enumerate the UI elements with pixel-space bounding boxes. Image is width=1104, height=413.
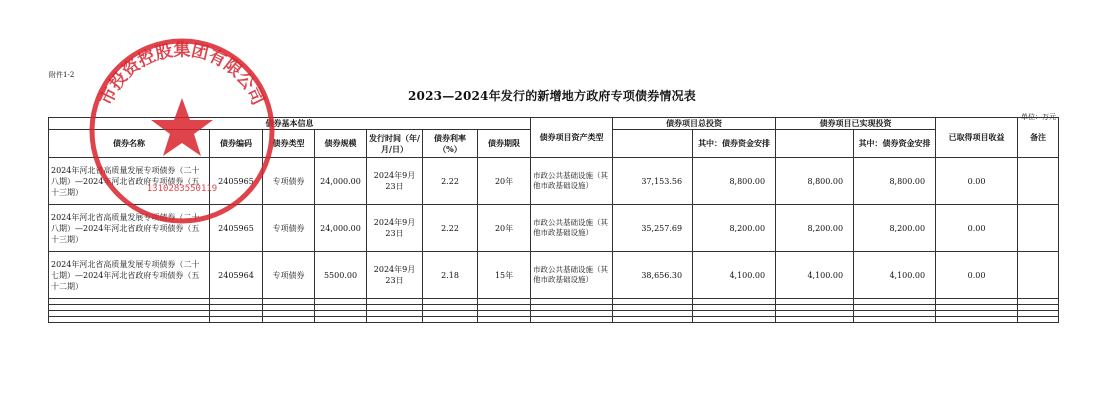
- cell-scale: 24,000.00: [315, 158, 367, 205]
- header-income: 已取得项目收益: [936, 118, 1018, 158]
- header-actual-investment-sub: 其中：债券资金安排: [854, 130, 936, 158]
- unit-label: 单位：万元: [1021, 113, 1056, 121]
- cell-total-investment: 38,656.30: [613, 252, 693, 299]
- cell-name: 2024年河北省高质量发展专项债券（二十八期）—2024年河北省政府专项债券（五十三期）: [49, 205, 210, 252]
- seal-code: 1310283550119: [146, 184, 218, 194]
- cell-actual-bond: 8,200.00: [854, 205, 936, 252]
- header-rate: 债券利率（%）: [423, 130, 478, 158]
- cell-income: 0.00: [936, 205, 1018, 252]
- header-scale: 债券规模: [315, 130, 367, 158]
- cell-rate: 2.22: [423, 205, 478, 252]
- header-actual-investment-blank: [776, 130, 854, 158]
- header-basic-info: 债券基本信息: [49, 118, 531, 130]
- cell-rate: 2.18: [423, 252, 478, 299]
- cell-name: 2024年河北省高质量发展专项债券（二十七期）—2024年河北省政府专项债券（五十二期）: [49, 252, 210, 299]
- cell-scale: 5500.00: [315, 252, 367, 299]
- bond-table: [48, 117, 1059, 323]
- header-term: 债券期限: [478, 130, 531, 158]
- cell-type: 专项债券: [263, 158, 315, 205]
- header-name: 债券名称: [49, 130, 210, 158]
- cell-scale: 24,000.00: [315, 205, 367, 252]
- table-row: [49, 158, 1059, 205]
- cell-issue-date: 2024年9月23日: [367, 205, 423, 252]
- page-title: 2023—2024年发行的新增地方政府专项债券情况表: [408, 89, 696, 103]
- cell-rate: 2.22: [423, 158, 478, 205]
- header-type: 债券类型: [263, 130, 315, 158]
- header-total-investment-sub: 其中：债券资金安排: [693, 130, 776, 158]
- cell-code: 2405965: [210, 205, 263, 252]
- header-issue-date: 发行时间（年/月/日）: [367, 130, 423, 158]
- cell-total-bond: 8,200.00: [693, 205, 776, 252]
- cell-total-investment: 37,153.56: [613, 158, 693, 205]
- cell-total-bond: 4,100.00: [693, 252, 776, 299]
- header-remark: 备注: [1018, 118, 1059, 158]
- cell-total-bond: 8,800.00: [693, 158, 776, 205]
- cell-remark: [1018, 205, 1059, 252]
- header-asset-type: 债券项目资产类型: [531, 118, 613, 158]
- cell-actual-investment: 4,100.00: [776, 252, 854, 299]
- cell-issue-date: 2024年9月23日: [367, 158, 423, 205]
- cell-asset-type: 市政公共基础设施（其他市政基础设施）: [531, 205, 613, 252]
- cell-asset-type: 市政公共基础设施（其他市政基础设施）: [531, 252, 613, 299]
- table-row: [49, 252, 1059, 299]
- header-actual-investment: 债券项目已实现投资: [776, 118, 936, 130]
- table-row: [49, 205, 1059, 252]
- cell-income: 0.00: [936, 158, 1018, 205]
- header-total-investment-blank: [613, 130, 693, 158]
- header-code: 债券编码: [210, 130, 263, 158]
- cell-code: 2405964: [210, 252, 263, 299]
- seal-text: 市投资控股集团有限公司: [96, 40, 268, 109]
- cell-issue-date: 2024年9月23日: [367, 252, 423, 299]
- cell-remark: [1018, 158, 1059, 205]
- header-total-investment: 债券项目总投资: [613, 118, 776, 130]
- cell-total-investment: 35,257.69: [613, 205, 693, 252]
- cell-remark: [1018, 252, 1059, 299]
- cell-term: 15年: [478, 252, 531, 299]
- cell-income: 0.00: [936, 252, 1018, 299]
- cell-type: 专项债券: [263, 205, 315, 252]
- cell-code: 2405965: [210, 158, 263, 205]
- cell-actual-bond: 8,800.00: [854, 158, 936, 205]
- attachment-label: 附件1-2: [49, 71, 75, 79]
- cell-actual-bond: 4,100.00: [854, 252, 936, 299]
- cell-actual-investment: 8,200.00: [776, 205, 854, 252]
- cell-name: 2024年河北省高质量发展专项债券（二十八期）—2024年河北省政府专项债券（五十三期）: [49, 158, 210, 205]
- cell-term: 20年: [478, 205, 531, 252]
- cell-term: 20年: [478, 158, 531, 205]
- cell-asset-type: 市政公共基础设施（其他市政基础设施）: [531, 158, 613, 205]
- blank-row: [49, 317, 1059, 323]
- cell-type: 专项债券: [263, 252, 315, 299]
- cell-actual-investment: 8,800.00: [776, 158, 854, 205]
